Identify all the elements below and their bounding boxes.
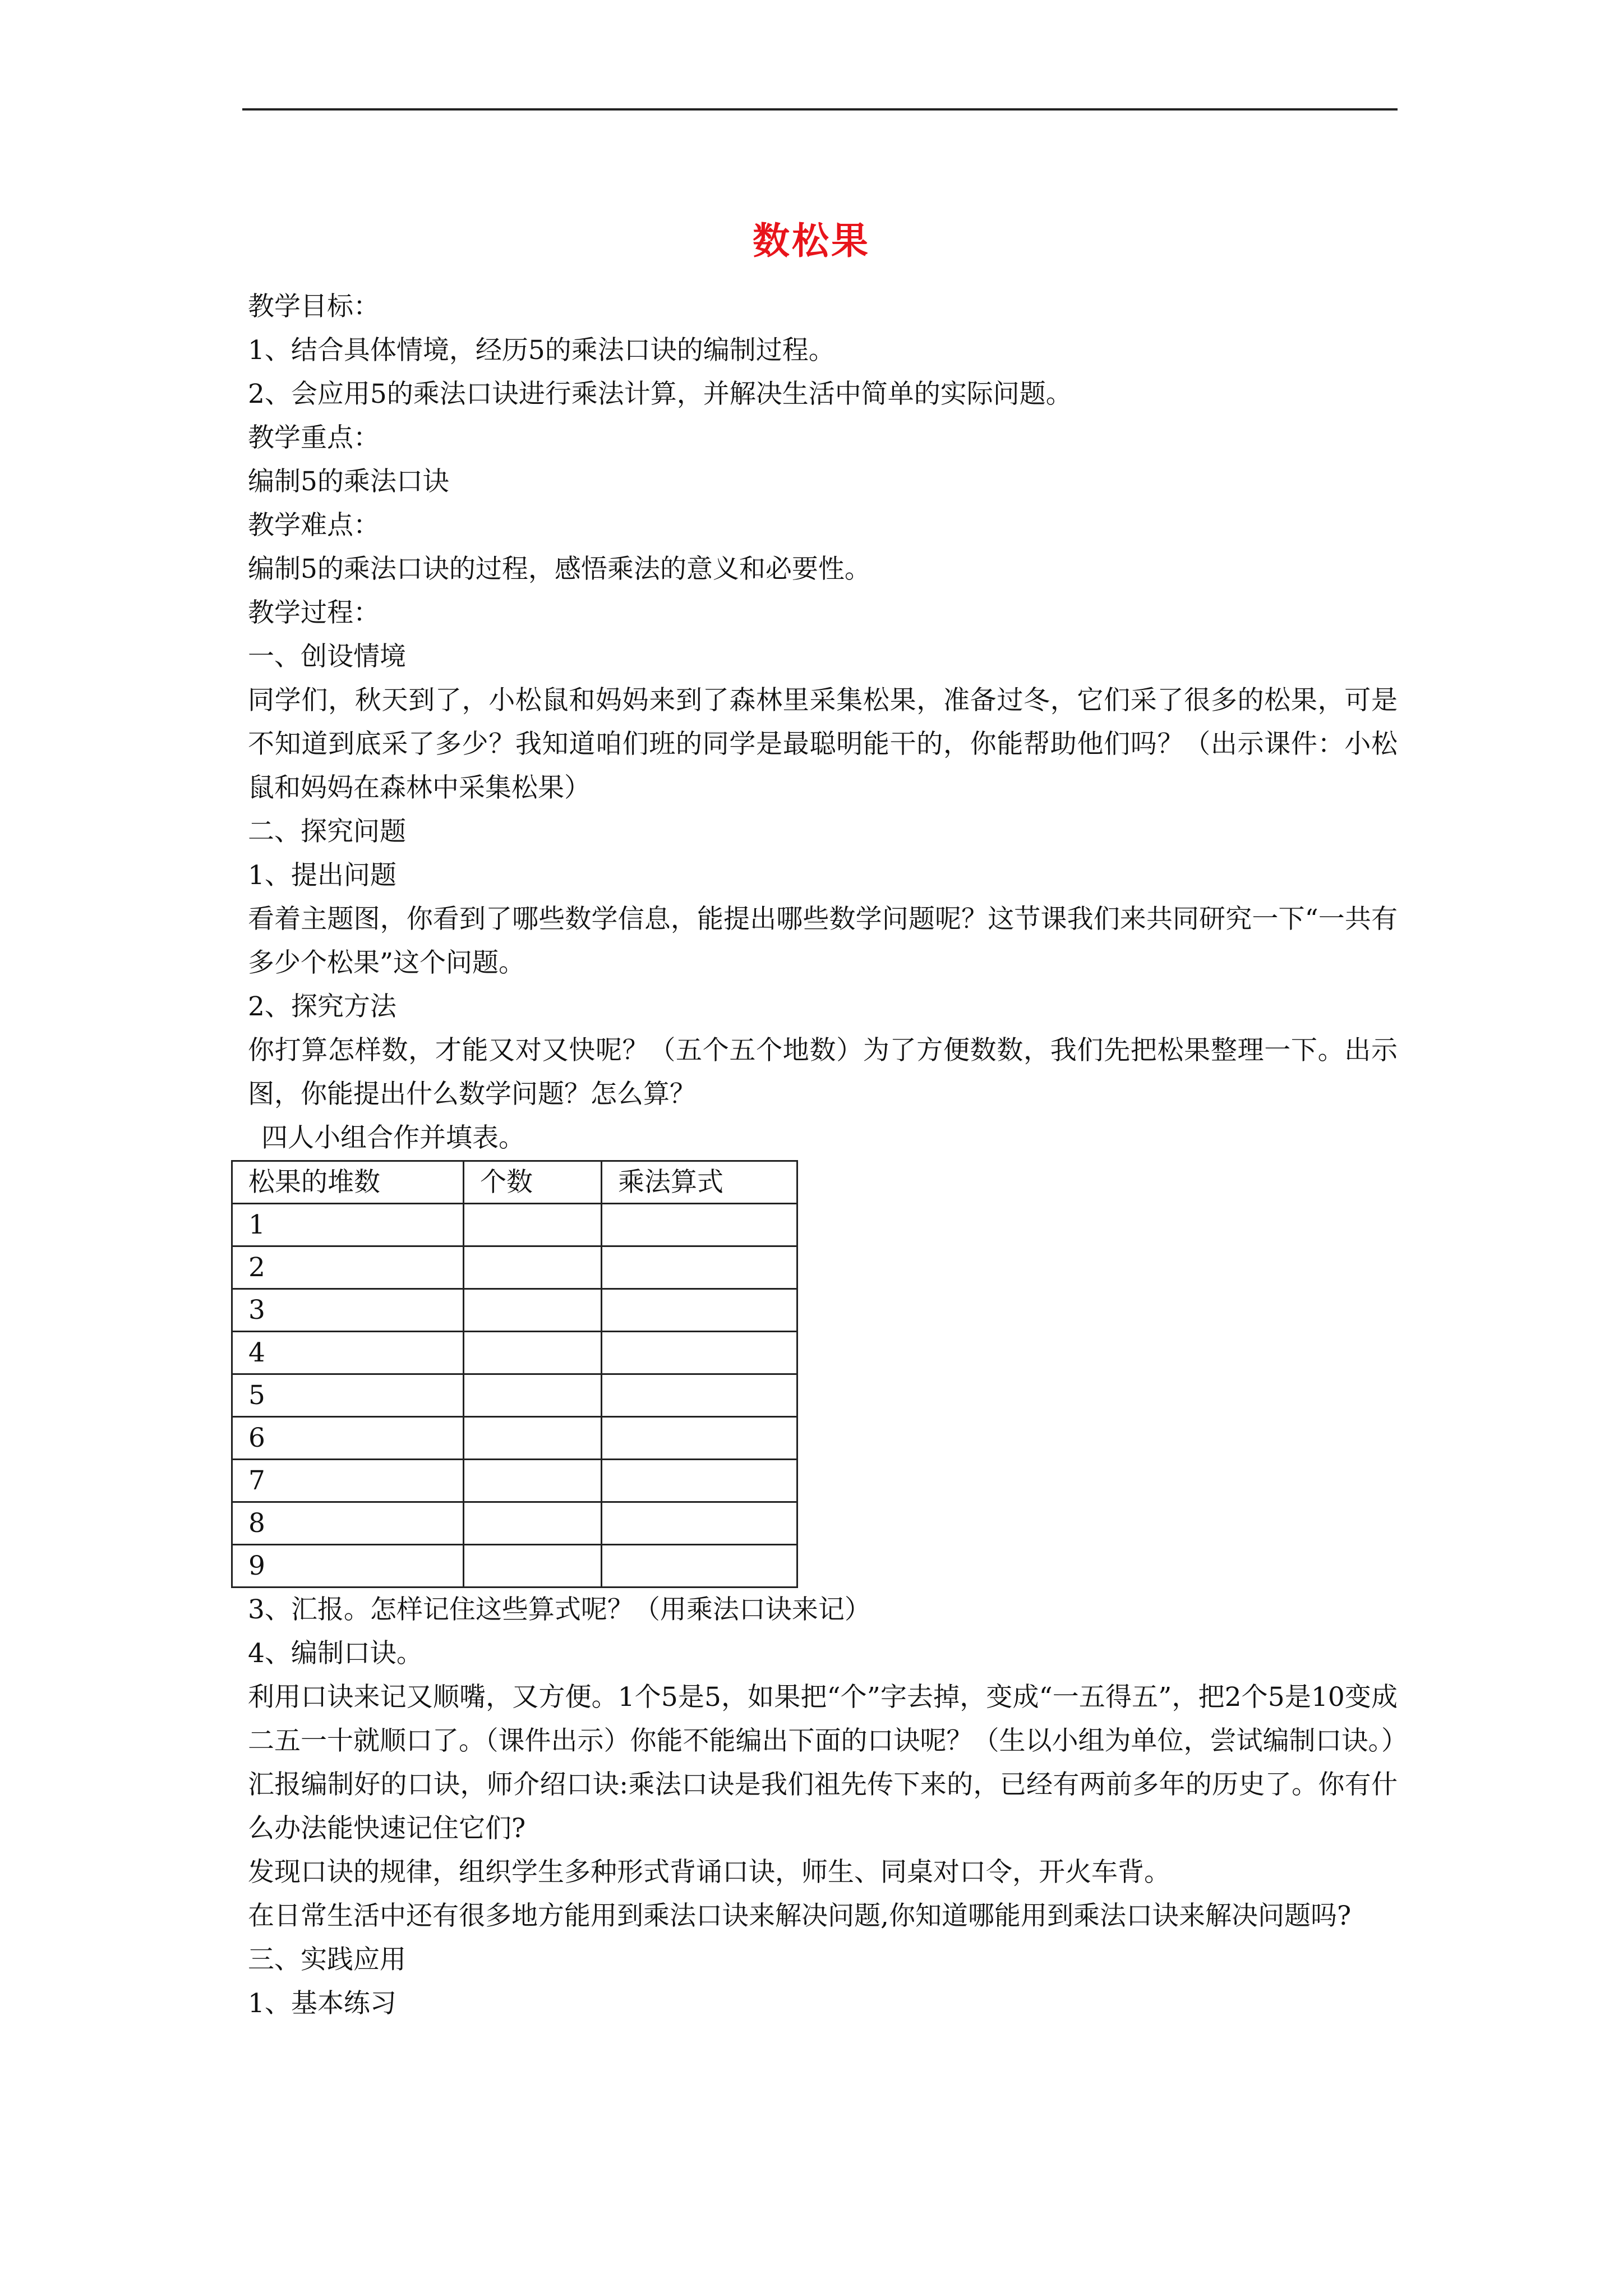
table-cell-empty: [464, 1545, 602, 1588]
report-rhyme-paragraph: 汇报编制好的口诀，师介绍口诀:乘法口诀是我们祖先传下来的，已经有两前多年的历史了。你有什么办法能快速记住它们?: [248, 1769, 1398, 1844]
daily-life-paragraph: 在日常生活中还有很多地方能用到乘法口诀来解决问题,你知道哪能用到乘法口诀来解决问题吗?: [248, 1901, 1352, 1931]
table-cell-empty: [602, 1289, 797, 1332]
table-cell-empty: [602, 1417, 797, 1460]
table-cell-empty: [602, 1332, 797, 1374]
table-cell-empty: [602, 1204, 797, 1246]
table-cell-empty: [602, 1545, 797, 1588]
table-header-row: [232, 1161, 797, 1204]
subsection-report: 3、汇报。怎样记住这些算式呢？（用乘法口诀来记）: [248, 1594, 871, 1625]
table-cell-pile-count: 8: [232, 1502, 464, 1545]
table-header-cell: 松果的堆数: [232, 1161, 464, 1204]
subsection-raise-question: 1、提出问题: [248, 860, 396, 891]
section-2-heading: 二、探究问题: [248, 816, 406, 847]
table-header-cell: 个数: [464, 1161, 602, 1204]
compose-rhyme-paragraph: 利用口诀来记又顺嘴，又方便。1个5是5，如果把“个”字去掉，变成“一五得五”，把2个5是10变成二五一十就顺口了。（课件出示）你能不能编出下面的口诀呢？（生以小组为单位，尝试编制口诀。）: [248, 1682, 1408, 1756]
objective-2: 2、会应用5的乘法口诀进行乘法计算，并解决生活中简单的实际问题。: [248, 379, 1072, 409]
header-rule: [242, 108, 1398, 111]
table-header-cell: 乘法算式: [602, 1161, 797, 1204]
table-cell-empty: [602, 1246, 797, 1289]
table-cell-pile-count: 3: [232, 1289, 464, 1332]
document-body: [248, 285, 1408, 2026]
table-cell-empty: [464, 1502, 602, 1545]
table-cell-empty: [464, 1246, 602, 1289]
difficulty: 编制5的乘法口诀的过程，感悟乘法的意义和必要性。: [248, 554, 871, 585]
group-work-note: 四人小组合作并填表。: [261, 1122, 525, 1153]
table-cell-empty: [464, 1417, 602, 1460]
document-title: 数松果: [753, 219, 870, 263]
section-1-heading: 一、创设情境: [248, 641, 406, 672]
table-cell-empty: [602, 1460, 797, 1502]
heading-objectives: 教学目标：: [248, 291, 380, 322]
table-cell-empty: [464, 1289, 602, 1332]
table-cell-empty: [464, 1374, 602, 1417]
table-row: [232, 1417, 797, 1460]
table-row: [232, 1289, 797, 1332]
heading-key-points: 教学重点：: [248, 422, 380, 453]
table-row: [232, 1545, 797, 1588]
fill-in-table: [231, 1160, 798, 1588]
table-cell-pile-count: 1: [232, 1204, 464, 1246]
table-cell-pile-count: 2: [232, 1246, 464, 1289]
table-cell-pile-count: 6: [232, 1417, 464, 1460]
table-cell-empty: [602, 1502, 797, 1545]
table-row: [232, 1204, 797, 1246]
subsection-method: 2、探究方法: [248, 991, 396, 1022]
table-cell-empty: [464, 1332, 602, 1374]
heading-process: 教学过程：: [248, 597, 380, 628]
section-1-paragraph: 同学们，秋天到了，小松鼠和妈妈来到了森林里采集松果，准备过冬，它们采了很多的松果，可是不知道到底采了多少？我知道咱们班的同学是最聪明能干的，你能帮助他们吗？（出示课件：小松鼠和妈妈在森林中采集松果）: [248, 685, 1398, 803]
table-cell-empty: [464, 1460, 602, 1502]
section-3-heading: 三、实践应用: [248, 1944, 406, 1975]
table-row: [232, 1332, 797, 1374]
table-row: [232, 1374, 797, 1417]
table-row: [232, 1502, 797, 1545]
basic-practice-heading: 1、基本练习: [248, 1988, 396, 2019]
table-row: [232, 1460, 797, 1502]
table-cell-empty: [464, 1204, 602, 1246]
method-paragraph: 你打算怎样数，才能又对又快呢？（五个五个地数）为了方便数数，我们先把松果整理一下。出示图，你能提出什么数学问题？怎么算？: [248, 1035, 1398, 1110]
table-cell-pile-count: 4: [232, 1332, 464, 1374]
table-row: [232, 1246, 797, 1289]
table-cell-pile-count: 7: [232, 1460, 464, 1502]
key-point: 编制5的乘法口诀: [248, 466, 449, 497]
table-cell-empty: [602, 1374, 797, 1417]
table-cell-pile-count: 5: [232, 1374, 464, 1417]
subsection-compose-rhyme: 4、编制口诀。: [248, 1638, 423, 1669]
raise-question-paragraph: 看着主题图，你看到了哪些数学信息，能提出哪些数学问题呢？这节课我们来共同研究一下“一共有多少个松果”这个问题。: [248, 904, 1398, 978]
table-cell-pile-count: 9: [232, 1545, 464, 1588]
recite-paragraph: 发现口诀的规律，组织学生多种形式背诵口诀，师生、同桌对口令，开火车背。: [248, 1857, 1170, 1888]
heading-difficulties: 教学难点：: [248, 510, 380, 541]
objective-1: 1、结合具体情境，经历5的乘法口诀的编制过程。: [248, 335, 835, 366]
